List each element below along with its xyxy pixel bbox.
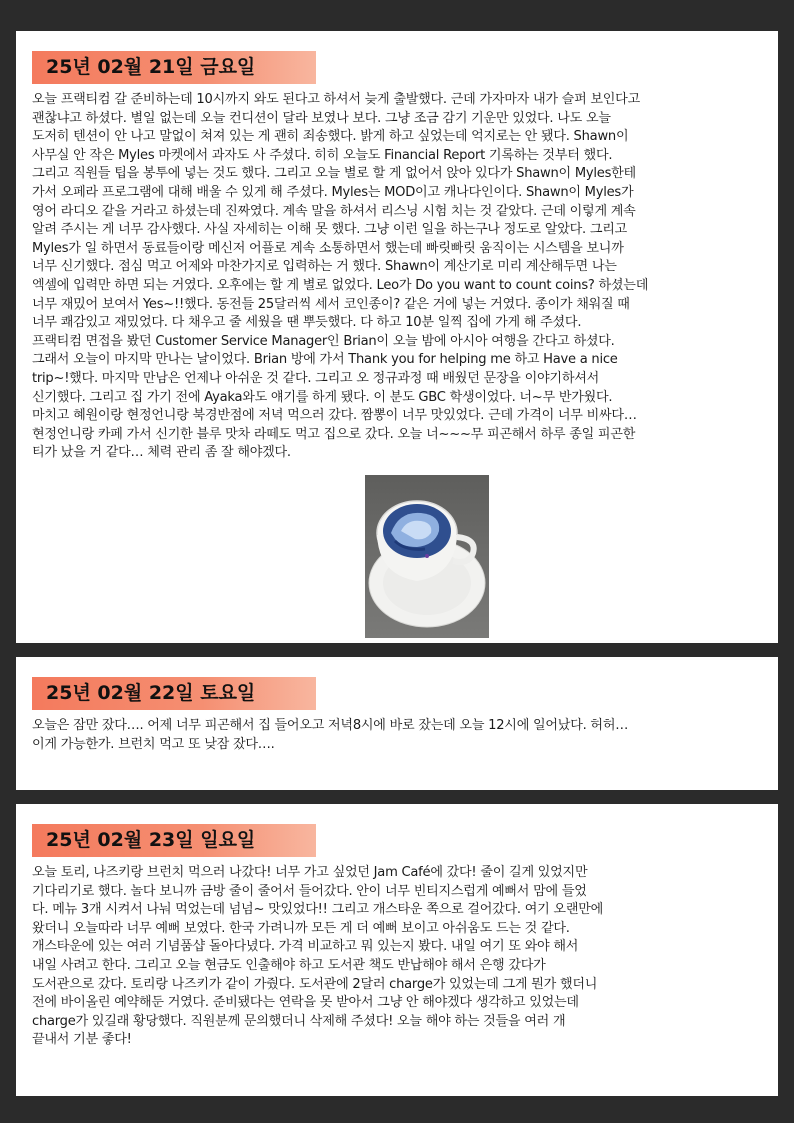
diary-entry-card (16, 804, 778, 1096)
entry-date: 25년 02월 22일 토요일 (32, 677, 316, 710)
entry-text: 오늘은 잠만 잤다…. 어제 너무 피곤해서 집 들어오고 저녁8시에 바로 잤는데 오늘 12시에 일어났다. 허허… 이게 가능한가. 브런치 먹고 또 낮잠 잤다…. (32, 718, 629, 752)
latte-cup-image (365, 475, 489, 638)
entry-date: 25년 02월 21일 금요일 (32, 51, 316, 84)
diary-entry-card (16, 657, 778, 790)
diary-entry-card (16, 31, 778, 643)
entry-text: 오늘 프랙티컴 갈 준비하는데 10시까지 와도 된다고 하셔서 늦게 출발했다. 근데 가자마자 내가 슬퍼 보인다고 괜찮냐고 하셨다. 별일 없는데 오늘 컨디션이 달라 보였나 보다. 그냥 조금 감기 기운만 있었다. 나도 오늘 도저히 텐션이 안 나고 말없이 쳐져 있는 게 괜히 죄송했다. 밝게 하고 싶었는데 억지로는 안 됐다. Shawn이 사무실 안 작은 Myles 마켓에서 과자도 사 주셨다. 히히 오늘도 Financial Report 기록하는 것부터 했다. 그리고 직원들 팁을 봉투에 넣는 것도 했다. 그리고 오늘 별로 할 게 없어서 앉아 있다가 Shawn이 Myles한테 가서 오페라 프로그램에 대해 배울 수 있게 해 주셨다. Myles는 MOD이고 캐나다인이다. Shawn이 Myles가 영어 라디오 같을 거라고 하셨는데 진짜였다. 계속 말을 하셔서 리스닝 시험 치는 것 같았다. 근데 이렇게 계속 알려 주시는 게 너무 감사했다. 사실 자세히는 이해 못 했다. 그냥 이런 일을 하는구나 정도로 알았다. 그리고 Myles가 일 하면서 동료들이랑 메신저 어플로 계속 소통하면서 했는데 빠릿빠릿 움직이는 시스템을 보니까 너무 신기했다. 점심 먹고 어제와 마찬가지로 입력하는 거 했다. Shawn이 계산기로 미리 계산해두면 나는 엑셀에 입력만 하면 되는 거였다. 오후에는 할 게 별로 없었다. Leo가 Do you want to count coins? 하셨는데 너무 재밌어 보여서 Yes~!!했다. 동전들 25달러씩 세서 코인종이? 같은 거에 넣는 거였다. 종이가 채워질 때 너무 쾌감있고 재밌었다. 다 채우고 줄 세웠을 땐 뿌듯했다. 다 하고 10분 일찍 집에 가게 해 주셨다. 프랙티컴 면접을 봤던 Customer Service Manager인 Brian이 오늘 밤에 아시아 여행을 간다고 하셨다. 그래서 오늘이 마지막 만나는 날이었다. Brian 방에 가서 Thank you for helping me 하고 Have a nice trip~!했다. 마지막 만남은 언제나 아쉬운 것 같다. 그리고 오 정규과정 때 배웠던 문장을 이야기하셔서 신기했다. 그리고 집 가기 전에 Ayaka와도 얘기를 하게 됐다. 이 분도 GBC 학생이었다. 너~무 반가웠다. 마치고 혜원이랑 현정언니랑 북경반점에 저녁 먹으러 갔다. 짬뽕이 너무 맛있었다. 근데 가격이 너무 비싸다… 현정언니랑 카페 가서 신기한 블루 맛차 라떼도 먹고 집으로 갔다. 오늘 너~~~무 피곤해서 하루 종일 피곤한 티가 났을 거 같다… 체력 관리 좀 잘 해야겠다. (32, 92, 649, 461)
entry-date: 25년 02월 23일 일요일 (32, 824, 316, 857)
entry-text: 오늘 토리, 나즈키랑 브런치 먹으러 나갔다! 너무 가고 싶었던 Jam Café에 갔다! 줄이 길게 있었지만 기다리기로 했다. 놀다 보니까 금방 줄이 줄어서 들어갔다. 안이 너무 빈티지스럽게 예뻐서 맘에 들었 다. 메뉴 3개 시켜서 나눠 먹었는데 넘넘~ 맛있었다!! 그리고 개스타운 쪽으로 걸어갔다. 여기 오랜만에 왔더니 오늘따라 너무 예뻐 보였다. 한국 가려니까 모든 게 더 예뻐 보이고 아쉬움도 드는 것 같다. 개스타운에 있는 여러 기념품샵 돌아다녔다. 가격 비교하고 뭐 있는지 봤다. 내일 여기 또 와야 해서 내일 사려고 한다. 그리고 오늘 현금도 인출해야 하고 도서관 책도 반납해야 해서 은행 갔다가 도서관으로 갔다. 토리랑 나즈키가 같이 가줬다. 도서관에 2달러 charge가 있었는데 그게 뭔가 했더니 전에 바이올린 예약해둔 거였다. 준비됐다는 연락을 못 받아서 그냥 안 해야겠다 생각하고 있었는데 charge가 있길래 황당했다. 직원분께 문의했더니 삭제해 주셨다! 오늘 해야 하는 것들을 여러 개 끝내서 기분 좋다! (32, 865, 604, 1048)
blue-matcha-latte-photo (365, 475, 489, 638)
